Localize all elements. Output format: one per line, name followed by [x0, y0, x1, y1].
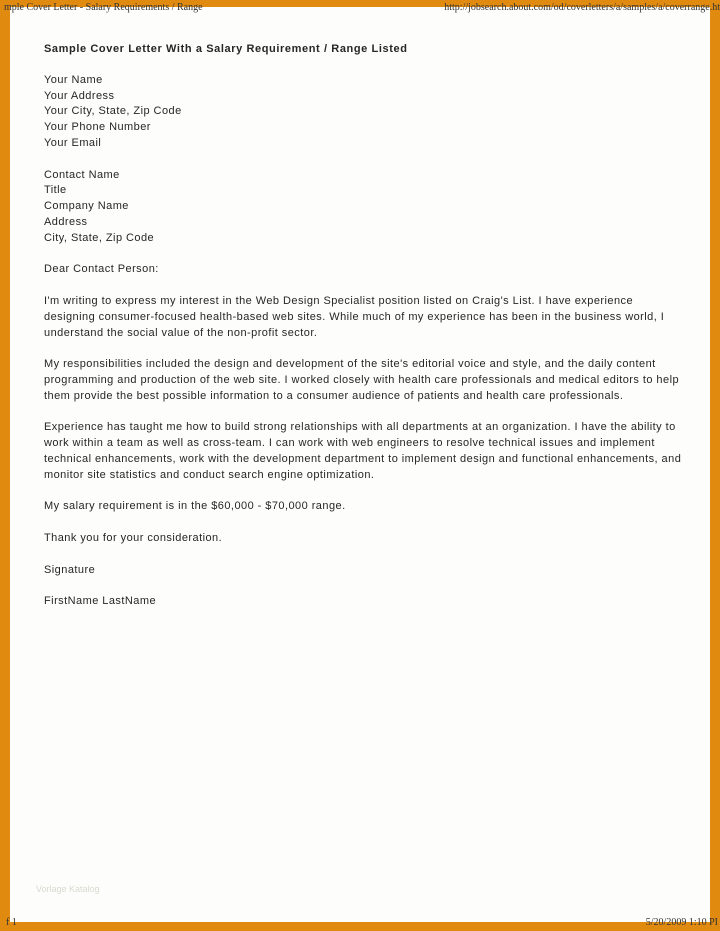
sender-email: Your Email: [44, 136, 102, 149]
sender-city-line: Your City, State, Zip Code: [44, 105, 182, 118]
recipient-title: Title: [44, 184, 67, 197]
print-footer-page: f 1: [6, 917, 17, 928]
recipient-address: [44, 168, 684, 247]
sender-address: [44, 73, 684, 152]
paragraph-experience: Experience has taught me how to build strong relationships with all departments at an organization. I have the ability to work within a team as well as cross-team. I can work with web engineers to resolve technical issues and implement technical enhancements, work with the development department to implement design and functional enhancements, and monitor site statistics and conduct search engine optimization.: [44, 421, 682, 481]
sender-phone: Your Phone Number: [44, 121, 151, 134]
sender-address-line: Your Address: [44, 89, 115, 102]
sender-full-name: FirstName LastName: [44, 595, 157, 608]
letter-title: Sample Cover Letter With a Salary Requirement / Range Listed: [44, 43, 408, 55]
print-footer-date: 5/20/2009 1:10 PI: [645, 917, 718, 928]
sender-name: Your Name: [44, 73, 103, 86]
recipient-city-line: City, State, Zip Code: [44, 231, 155, 244]
recipient-company: Company Name: [44, 200, 129, 213]
recipient-name: Contact Name: [44, 168, 120, 181]
closing-thanks: Thank you for your consideration.: [44, 531, 223, 544]
document-page: [4, 2, 720, 928]
letter-body: [44, 42, 684, 626]
signature: Signature: [44, 563, 96, 576]
recipient-address-line: Address: [44, 215, 88, 228]
paragraph-interest: I'm writing to express my interest in the Web Design Specialist position listed on Craig's List. I have experience designing consumer-focused health-based web sites. While much of my experience has been in the business world, I understand the social value of the non-profit sector.: [44, 294, 665, 339]
greeting: Dear Contact Person:: [44, 263, 159, 276]
watermark: Vorlage Katalog: [36, 884, 100, 894]
salary-requirement: My salary requirement is in the $60,000 - $70,000 range.: [44, 500, 346, 513]
print-header-title: mple Cover Letter - Salary Requirements / Range: [4, 2, 203, 13]
print-header-url: http://jobsearch.about.com/od/coverletters/a/samples/a/coverrange.ht: [444, 2, 720, 13]
paragraph-responsibilities: My responsibilities included the design and development of the site's editorial voice and style, and the daily content programming and production of the web site. I worked closely with health care professionals and medical editors to help them provide the best possible information to a consumer audience of patients and health care professionals.: [44, 358, 680, 402]
